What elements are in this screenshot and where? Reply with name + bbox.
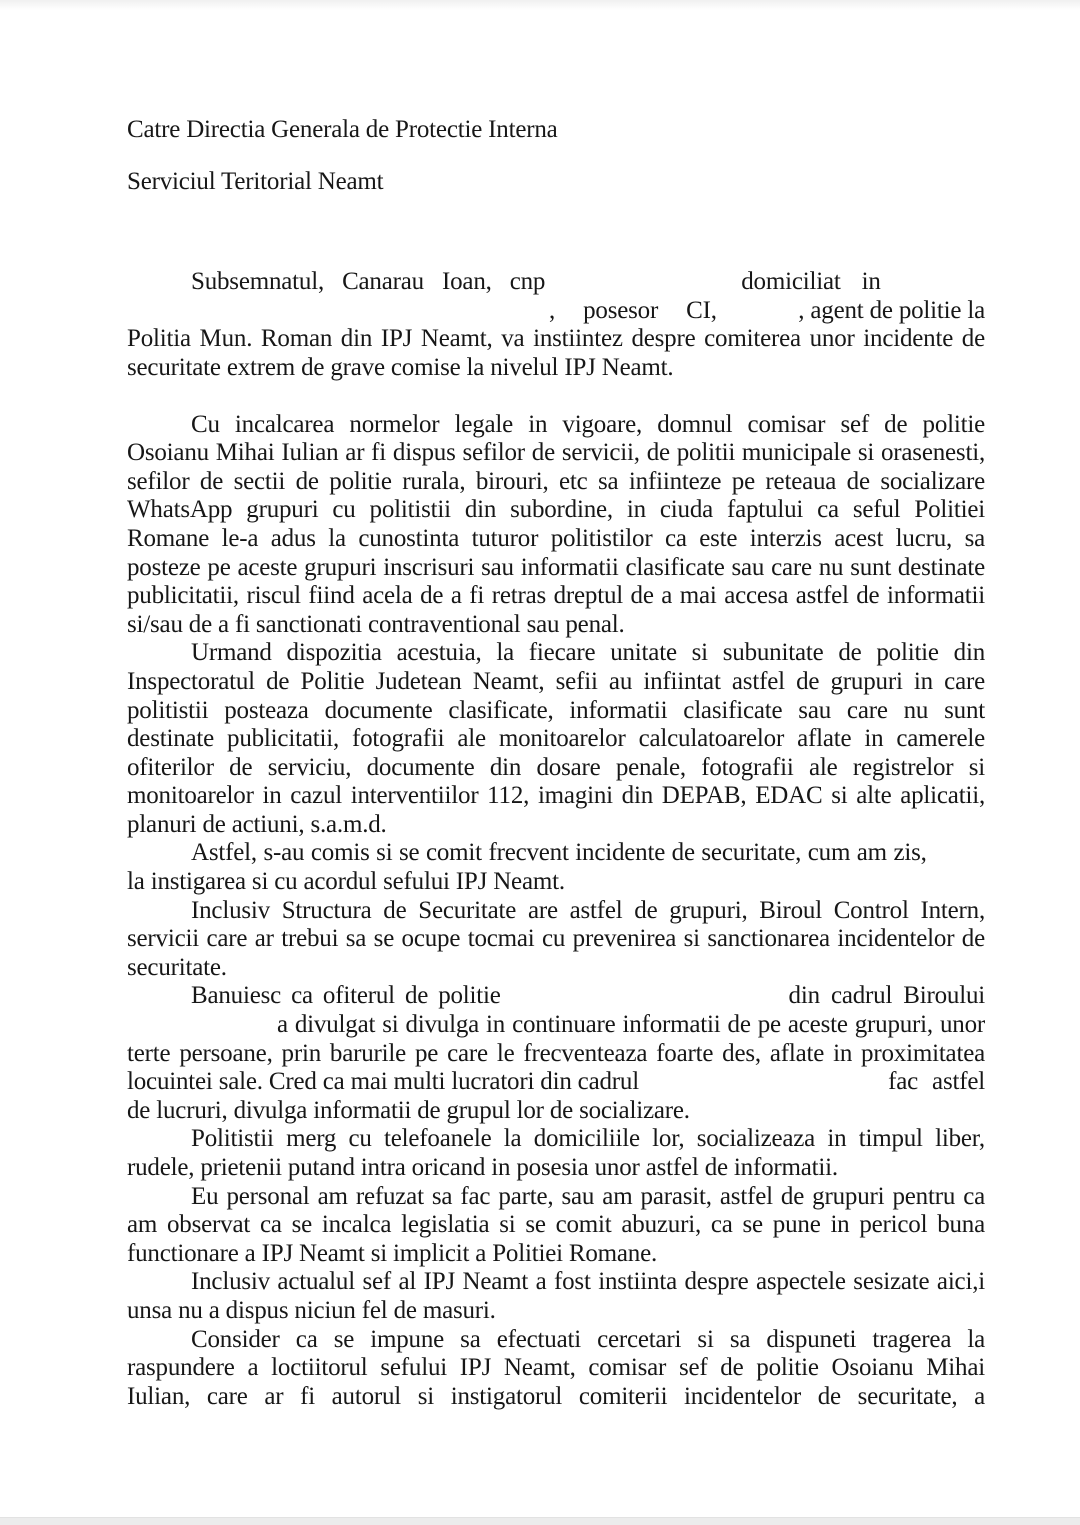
paragraph-6	[127, 982, 985, 1125]
text-line: Cu incalcarea normelor legale in vigoare, domnul comisar sef de politie	[191, 410, 985, 438]
text-line	[127, 1068, 985, 1097]
text-line	[127, 268, 985, 297]
text-line: servicii care ar trebui sa se ocupe tocmai cu prevenirea si sanctionarea incidentelor de	[127, 925, 985, 953]
text-line: destinate publicitatii, fotografii ale monitoarelor calculatoarelor aflate in camerele	[127, 725, 985, 753]
text-line: Romane le-a adus la cunostinta tuturor politistilor ca este interzis acest lucru, sa	[127, 524, 985, 552]
recipient-line-2: Serviciul Teritorial Neamt	[127, 167, 384, 195]
text-line: WhatsApp grupuri cu politistii din subordine, in ciuda faptului ca seful Politiei	[127, 496, 985, 524]
text-line: sefilor de sectii de politie rurala, birouri, etc sa infiinteze pe reteaua de socializare	[127, 467, 985, 495]
paragraph-4	[127, 839, 985, 896]
recipient-line-1: Catre Directia Generala de Protectie Interna	[127, 116, 558, 143]
text-segment: fac astfel	[888, 1068, 985, 1096]
text-line: Politistii merg cu telefoanele la domiciliile lor, socializeaza in timpul liber,	[191, 1125, 985, 1153]
letter-body	[127, 268, 985, 1411]
text-line: am observat ca se incalca legislatia si se comit abuzuri, ca se pune in pericol buna	[127, 1211, 985, 1239]
text-line: Inspectoratul de Politie Judetean Neamt, sefii au infiintat astfel de grupuri in care	[127, 667, 985, 695]
text-line: Astfel, s-au comis si se comit frecvent incidente de securitate, cum am zis,	[191, 839, 927, 867]
text-line: rudele, prietenii putand intra oricand in posesia unor astfel de informatii.	[127, 1154, 838, 1181]
text-line: Osoianu Mihai Iulian ar fi dispus sefilor de servicii, de politii municipale si orasenesti,	[127, 439, 985, 467]
text-segment: Banuiesc ca ofiterul de politie	[191, 982, 501, 1010]
text-line: politistii posteaza documente clasificate, informatii clasificate sau care nu sunt	[127, 696, 985, 724]
text-segment: , agent de politie la	[798, 296, 985, 324]
text-line: de lucruri, divulga informatii de grupul lor de socializare.	[127, 1096, 690, 1124]
page-top-shadow	[0, 0, 1080, 10]
text-line: a divulgat si divulga in continuare informatii de pe aceste grupuri, unor	[277, 1011, 985, 1039]
text-line: Inclusiv Structura de Securitate are astfel de grupuri, Biroul Control Intern,	[191, 896, 985, 924]
text-line: monitoarelor in cazul interventiilor 112, imagini din DEPAB, EDAC si alte aplicatii,	[127, 782, 985, 810]
text-line: ofiterilor de serviciu, documente din dosare penale, fotografii ale registrelor si	[127, 753, 985, 781]
text-line: posteze pe aceste grupuri inscrisuri sau informatii clasificate sau care nu sunt destinate	[127, 553, 985, 581]
text-segment: din cadrul Biroului	[788, 982, 985, 1010]
text-line: functionare a IPJ Neamt si implicit a Politiei Romane.	[127, 1239, 658, 1267]
text-line: Consider ca se impune sa efectuati cercetari si sa dispuneti tragerea la	[191, 1325, 985, 1353]
page-bottom-edge	[0, 1517, 1080, 1525]
letter-content	[127, 116, 985, 1411]
paragraph-2	[127, 411, 985, 640]
text-line: Inclusiv actualul sef al IPJ Neamt a fost instiinta despre aspectele sesizate aici,i	[191, 1268, 985, 1296]
text-line: terte persoane, prin barurile pe care le frecventeaza foarte des, aflate in proximitatea	[127, 1039, 985, 1067]
paragraph-9	[127, 1268, 985, 1325]
text-line: securitate extrem de grave comise la nivelul IPJ Neamt.	[127, 353, 674, 381]
letter-recipient-block	[127, 116, 985, 196]
paragraph-5	[127, 897, 985, 983]
text-line: Eu personal am refuzat sa fac parte, sau am parasit, astfel de grupuri pentru ca	[191, 1182, 985, 1210]
text-line: Politia Mun. Roman din IPJ Neamt, va instiintez despre comiterea unor incidente de	[127, 325, 985, 353]
paragraph-8	[127, 1183, 985, 1269]
text-line: planuri de actiuni, s.a.m.d.	[127, 810, 387, 838]
text-line: unsa nu a dispus niciun fel de masuri.	[127, 1296, 496, 1324]
text-line: Urmand dispozitia acestuia, la fiecare unitate si subunitate de politie din	[191, 639, 985, 667]
text-segment: locuintei sale. Cred ca mai multi lucratori din cadrul	[127, 1068, 639, 1096]
text-line	[127, 297, 985, 326]
text-segment: , posesor CI,	[549, 296, 717, 324]
text-line: si/sau de a fi sanctionati contraventional sau penal.	[127, 610, 625, 638]
paragraph-3	[127, 639, 985, 839]
text-line: Iulian, care ar fi autorul si instigatorul comiterii incidentelor de securitate, a	[127, 1382, 985, 1410]
paragraph-10	[127, 1326, 985, 1412]
text-line: raspundere a loctiitorul sefului IPJ Neamt, comisar sef de politie Osoianu Mihai	[127, 1354, 985, 1382]
text-segment: Subsemnatul, Canarau Ioan, cnp	[191, 268, 546, 296]
text-line: la instigarea si cu acordul sefului IPJ Neamt.	[127, 868, 565, 896]
text-line: securitate.	[127, 953, 227, 981]
text-line	[127, 982, 985, 1011]
text-segment: domiciliat in	[741, 268, 881, 296]
paragraph-7	[127, 1125, 985, 1182]
text-line: publicitatii, riscul fiind acela de a fi retras dreptul de a mai accesa astfel de informatii	[127, 582, 985, 610]
paragraph-1	[127, 268, 985, 382]
